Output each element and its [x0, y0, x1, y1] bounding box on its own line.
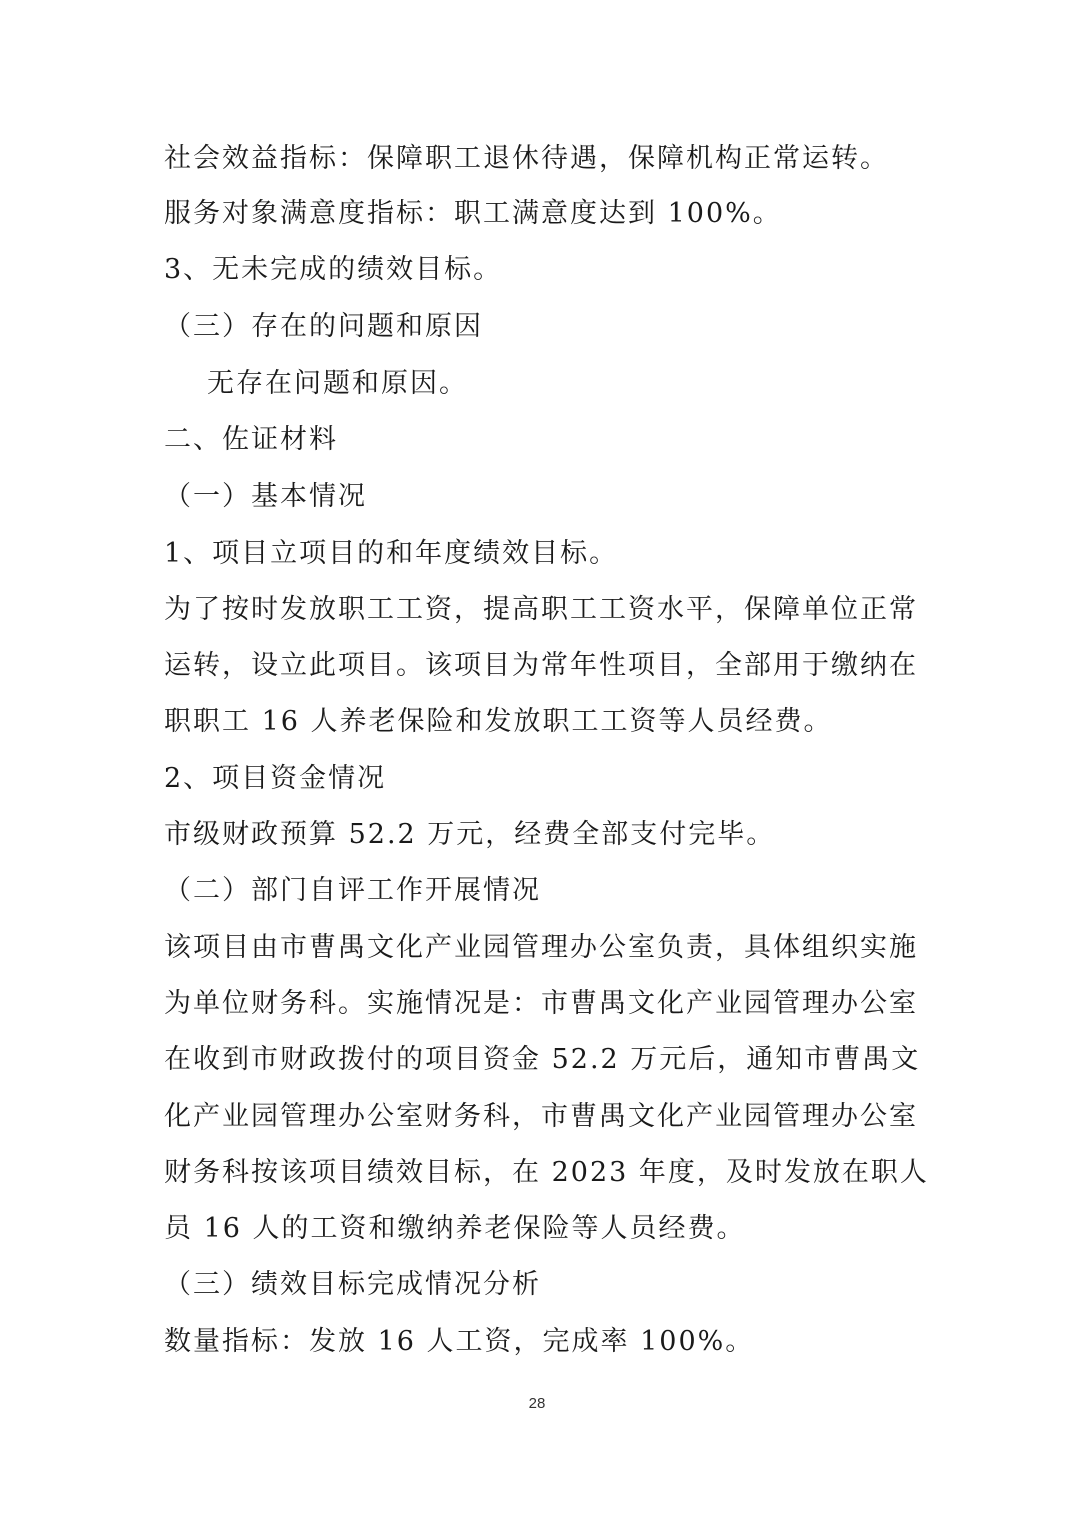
paragraph-self-evaluation-line-5: 财务科按该项目绩效目标，在 2023 年度，及时发放在职人 [164, 1157, 929, 1188]
page-number: 28 [528, 1395, 546, 1412]
paragraph-project-purpose-line-1: 为了按时发放职工工资，提高职工工资水平，保障单位正常 [164, 594, 918, 625]
paragraph-satisfaction-indicator: 服务对象满意度指标：职工满意度达到 100%。 [164, 198, 782, 229]
heading-self-evaluation: （二）部门自评工作开展情况 [164, 875, 541, 906]
paragraph-self-evaluation-line-3: 在收到市财政拨付的项目资金 52.2 万元后，通知市曹禺文 [164, 1044, 921, 1075]
paragraph-project-purpose-line-2: 运转，设立此项目。该项目为常年性项目，全部用于缴纳在 [164, 650, 918, 681]
heading-project-purpose: 1、项目立项目的和年度绩效目标。 [164, 538, 619, 569]
paragraph-no-unfinished-goals: 3、无未完成的绩效目标。 [164, 254, 503, 285]
paragraph-self-evaluation-line-2: 为单位财务科。实施情况是：市曹禺文化产业园管理办公室 [164, 988, 918, 1019]
paragraph-no-problems: 无存在问题和原因。 [207, 368, 468, 399]
heading-goal-completion-analysis: （三）绩效目标完成情况分析 [164, 1269, 541, 1300]
paragraph-project-purpose-line-3: 职职工 16 人养老保险和发放职工工资等人员经费。 [164, 706, 833, 737]
paragraph-self-evaluation-line-6: 员 16 人的工资和缴纳养老保险等人员经费。 [164, 1213, 746, 1244]
paragraph-self-evaluation-line-1: 该项目由市曹禺文化产业园管理办公室负责，具体组织实施 [164, 932, 918, 963]
paragraph-project-funding: 市级财政预算 52.2 万元，经费全部支付完毕。 [164, 819, 776, 850]
paragraph-social-benefit-indicator: 社会效益指标：保障职工退休待遇，保障机构正常运转。 [164, 143, 889, 174]
paragraph-self-evaluation-line-4: 化产业园管理办公室财务科，市曹禺文化产业园管理办公室 [164, 1101, 918, 1132]
heading-problems-and-causes: （三）存在的问题和原因 [164, 311, 483, 342]
heading-basic-situation: （一）基本情况 [164, 481, 367, 512]
heading-supporting-materials: 二、佐证材料 [164, 424, 338, 455]
heading-project-funding: 2、项目资金情况 [164, 763, 387, 794]
paragraph-quantity-indicator: 数量指标：发放 16 人工资，完成率 100%。 [164, 1326, 755, 1357]
